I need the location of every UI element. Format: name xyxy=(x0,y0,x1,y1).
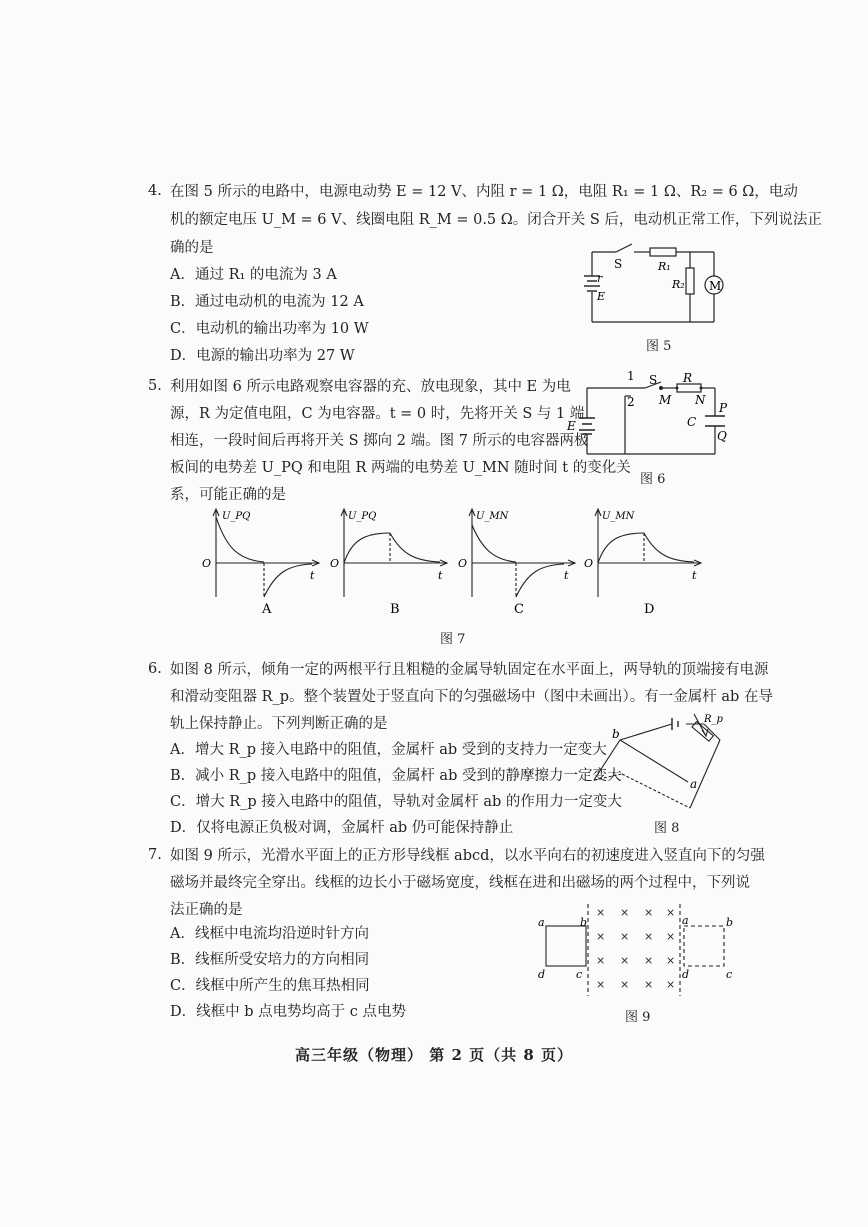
fig6-label-q: Q xyxy=(717,429,727,443)
graph-d-letter: D xyxy=(644,602,655,617)
question-6-line-1: 如图 8 所示，倾角一定的两根平行且粗糙的金属导轨固定在水平面上，两导轨的顶端接有电源 xyxy=(170,662,769,678)
fig6-label-n: N xyxy=(695,393,706,407)
fig6-label-c: C xyxy=(687,415,697,429)
fig5-label-s: S xyxy=(614,257,623,271)
svg-text:×: × xyxy=(620,906,630,919)
fig9-label-d-exit: d xyxy=(682,968,690,981)
svg-text:×: × xyxy=(596,906,606,919)
fig6-label-s: S xyxy=(649,373,658,387)
svg-text:×: × xyxy=(620,954,630,967)
question-5-line-4: 板间的电势差 U_PQ 和电阻 R 两端的电势差 U_MN 随时间 t 的变化关 xyxy=(170,460,631,476)
question-7-number: 7. xyxy=(148,847,162,863)
question-4-line-2: 机的额定电压 U_M = 6 V、线圈电阻 R_M = 0.5 Ω。闭合开关 S 后，电动机正常工作，下列说法正 xyxy=(170,212,822,228)
fig9-label-b-exit: b xyxy=(726,916,734,929)
question-7-option-c[interactable]: C．线框中所产生的焦耳热相同 xyxy=(170,978,370,994)
graph-b-letter: B xyxy=(390,602,400,617)
question-5-line-2: 源，R 为定值电阻，C 为电容器。t = 0 时，先将开关 S 与 1 端 xyxy=(170,406,585,422)
fig8-label-rp: R_p xyxy=(704,714,723,725)
question-7-option-a[interactable]: A．线框中电流均沿逆时针方向 xyxy=(170,926,369,942)
graph-d-t: t xyxy=(692,569,697,582)
fig8-label-a: a xyxy=(690,777,698,791)
question-5-line-3: 相连，一段时间后再将开关 S 掷向 2 端。图 7 所示的电容器两极 xyxy=(170,433,589,449)
fig9-label-a: a xyxy=(538,916,545,929)
graph-c-origin: O xyxy=(458,557,468,570)
fig5-label-r2: R₂ xyxy=(672,278,685,291)
graph-c xyxy=(456,505,581,620)
question-7-option-b[interactable]: B．线框所受安培力的方向相同 xyxy=(170,952,370,968)
graph-b-t: t xyxy=(438,569,443,582)
question-4-option-c[interactable]: C．电动机的输出功率为 10 W xyxy=(170,321,369,337)
question-6-option-c[interactable]: C．增大 R_p 接入电路中的阻值，导轨对金属杆 ab 的作用力一定变大 xyxy=(170,794,622,810)
fig8-label-b: b xyxy=(612,727,620,741)
fig9-label-b: b xyxy=(580,916,588,929)
fig5-label-r: r xyxy=(597,272,603,285)
graph-b-ylabel: U_PQ xyxy=(348,511,377,522)
graph-c-letter: C xyxy=(514,602,524,617)
question-6-option-b[interactable]: B．减小 R_p 接入电路中的阻值，金属杆 ab 受到的静摩擦力一定变大 xyxy=(170,768,622,784)
graph-b-origin: O xyxy=(330,557,340,570)
figure-8-caption: 图 8 xyxy=(654,821,680,836)
question-6-option-a[interactable]: A．增大 R_p 接入电路中的阻值，金属杆 ab 受到的支持力一定变大 xyxy=(170,742,607,758)
question-4-option-b[interactable]: B．通过电动机的电流为 12 A xyxy=(170,294,364,310)
svg-text:×: × xyxy=(620,930,630,943)
question-6-line-3: 轨上保持静止。下列判断正确的是 xyxy=(170,716,388,732)
fig9-label-c: c xyxy=(576,968,583,981)
figure-8-rails xyxy=(592,712,737,817)
question-7-line-3: 法正确的是 xyxy=(170,902,243,918)
svg-text:×: × xyxy=(644,930,654,943)
figure-7-caption: 图 7 xyxy=(440,632,466,647)
question-5-number: 5. xyxy=(148,378,162,394)
svg-text:×: × xyxy=(666,906,676,919)
svg-text:×: × xyxy=(620,978,630,991)
fig5-label-motor: M xyxy=(709,279,722,293)
fig5-label-r1: R₁ xyxy=(658,260,671,273)
question-5-line-1: 利用如图 6 所示电路观察电容器的充、放电现象，其中 E 为电 xyxy=(170,379,571,395)
svg-text:×: × xyxy=(596,978,606,991)
question-4-line-1: 在图 5 所示的电路中，电源电动势 E = 12 V、内阻 r = 1 Ω，电阻 R₁ = 1 Ω、R₂ = 6 Ω，电动 xyxy=(170,184,798,200)
fig5-label-e: E xyxy=(597,290,606,303)
question-7-option-d[interactable]: D．线框中 b 点电势均高于 c 点电势 xyxy=(170,1004,406,1020)
figure-5-caption: 图 5 xyxy=(646,339,672,354)
svg-text:×: × xyxy=(596,930,606,943)
graph-d-origin: O xyxy=(584,557,594,570)
question-4-option-d[interactable]: D．电源的输出功率为 27 W xyxy=(170,348,355,364)
question-6-line-2: 和滑动变阻器 R_p。整个装置处于竖直向下的匀强磁场中（图中未画出）。有一金属杆 ab 在导 xyxy=(170,689,773,705)
svg-text:×: × xyxy=(644,978,654,991)
question-7-line-2: 磁场并最终完全穿出。线框的边长小于磁场宽度，线框在进和出磁场的两个过程中，下列说 xyxy=(170,875,750,891)
fig6-label-1: 1 xyxy=(627,369,635,383)
fig9-label-c-exit: c xyxy=(726,968,733,981)
figure-7-graphs xyxy=(200,505,710,625)
figure-6-circuit xyxy=(565,368,735,463)
graph-c-t: t xyxy=(564,569,569,582)
fig6-label-2: 2 xyxy=(627,395,635,409)
fig6-label-p: P xyxy=(719,401,728,415)
graph-c-ylabel: U_MN xyxy=(476,511,509,522)
figure-5-circuit xyxy=(578,240,738,330)
graph-d-ylabel: U_MN xyxy=(602,511,635,522)
figure-6-caption: 图 6 xyxy=(640,472,666,487)
graph-a-t: t xyxy=(310,569,315,582)
question-4-line-3: 确的是 xyxy=(170,240,214,256)
question-4-number: 4. xyxy=(148,183,162,199)
figure-9-caption: 图 9 xyxy=(625,1010,651,1025)
question-6-option-d[interactable]: D．仅将电源正负极对调，金属杆 ab 仍可能保持静止 xyxy=(170,820,514,836)
svg-text:×: × xyxy=(666,930,676,943)
graph-d xyxy=(582,505,707,620)
question-7-line-1: 如图 9 所示，光滑水平面上的正方形导线框 abcd，以水平向右的初速度进入竖直向下的匀强 xyxy=(170,848,765,864)
svg-text:×: × xyxy=(644,906,654,919)
fig6-label-e: E xyxy=(567,419,576,433)
fig6-label-r: R xyxy=(683,371,693,385)
figure-9-magnetic-field xyxy=(536,900,736,1000)
graph-a xyxy=(200,505,325,620)
page-footer: 高三年级（物理） 第 2 页（共 8 页） xyxy=(295,1046,573,1064)
graph-a-letter: A xyxy=(262,602,272,617)
fig9-label-a-exit: a xyxy=(682,914,689,927)
fig6-label-m: M xyxy=(659,393,672,407)
svg-text:×: × xyxy=(596,954,606,967)
question-5-line-5: 系，可能正确的是 xyxy=(170,487,286,503)
svg-text:×: × xyxy=(666,954,676,967)
graph-b xyxy=(328,505,453,620)
question-6-number: 6. xyxy=(148,661,162,677)
graph-a-ylabel: U_PQ xyxy=(222,511,251,522)
graph-a-origin: O xyxy=(202,557,212,570)
svg-text:×: × xyxy=(644,954,654,967)
fig9-label-d: d xyxy=(538,968,546,981)
question-4-option-a[interactable]: A．通过 R₁ 的电流为 3 A xyxy=(170,267,337,283)
svg-text:×: × xyxy=(666,978,676,991)
